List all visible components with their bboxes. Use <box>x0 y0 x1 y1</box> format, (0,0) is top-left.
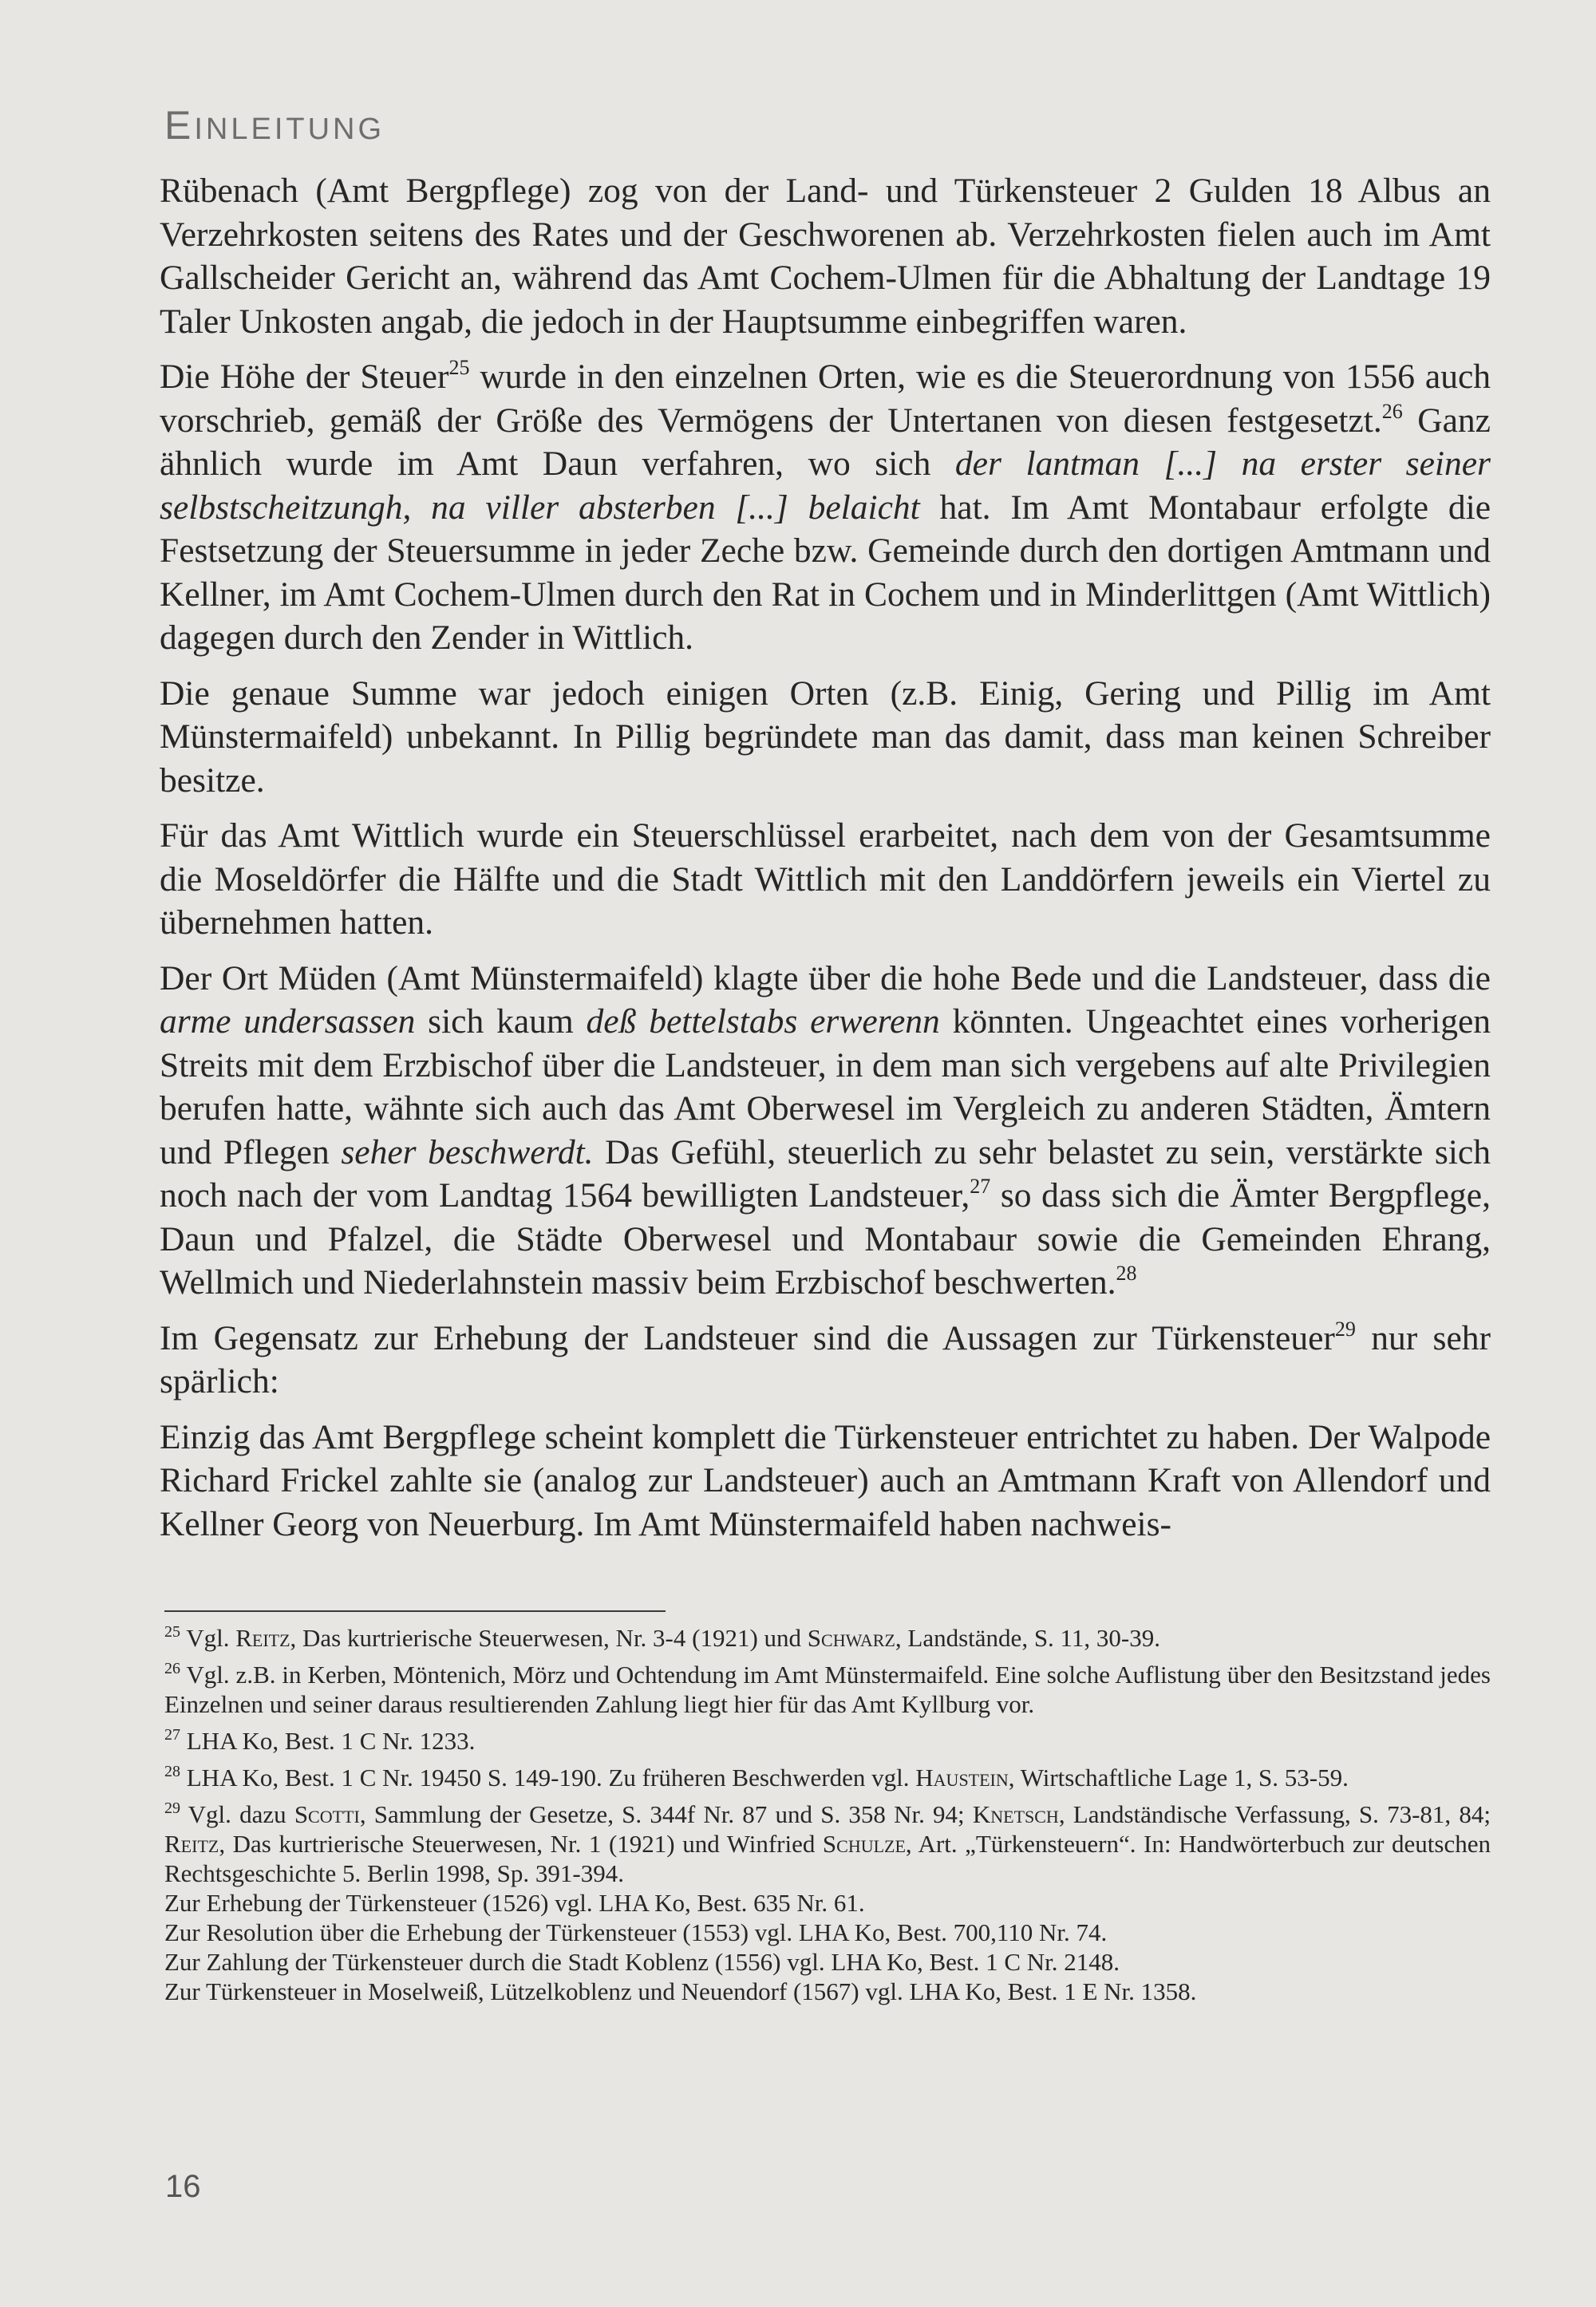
paragraph-2-quote: der lantman [...] na erster seiner selbstscheitzungh, na viller absterben [...] belaicht <box>160 444 1491 527</box>
paragraph-1 <box>160 169 1491 343</box>
footnote-25-number: 25 <box>164 1623 180 1641</box>
paragraph-3-text: Die genaue Summe war jedoch einigen Orten (z.B. Einig, Gering und Pillig im Amt Münstermaifeld) unbekannt. In Pillig begründete man das damit, dass man keinen Schreiber besitze. <box>160 674 1491 800</box>
author-reitz: Reitz <box>235 1624 290 1652</box>
footnote-29-text-d: , Das kurtrierische Steuerwesen, Nr. 1 (1921) und Winfried <box>219 1830 823 1858</box>
paragraph-5-text-a: Der Ort Müden (Amt Münstermaifeld) klagte über die hohe Bede und die Landsteuer, dass die <box>160 958 1491 997</box>
page-number: 16 <box>165 2169 201 2204</box>
footnote-27 <box>164 1726 1491 1756</box>
author-reitz-2: Reitz <box>164 1830 219 1858</box>
running-head-initial: E <box>164 103 195 148</box>
paragraph-2-text-a: Die Höhe der Steuer <box>160 358 449 396</box>
paragraph-6-text-b: nur sehr spärlich: <box>160 1318 1491 1400</box>
footnote-ref-25: 25 <box>448 356 470 379</box>
footnote-25-text-c: , Landstände, S. 11, 30-39. <box>895 1624 1160 1652</box>
footnote-29-text-b: , Sammlung der Gesetze, S. 344f Nr. 87 und S. 358 Nr. 94; <box>359 1800 973 1828</box>
paragraph-5-text-c: könnten. Ungeachtet eines vorherigen Streits mit dem Erzbischof über die Landsteuer, in dem man sich vergebens auf alte Privilegien berufen hatte, wähnte sich auch das Amt Oberwesel im Vergleich zu anderen Städten, Ämtern und Pflegen <box>160 1002 1491 1171</box>
paragraph-5-text-d: Das Gefühl, steuerlich zu sehr belastet zu sein, verstärkte sich noch nach der vom Landtag 1564 bewilligten Landsteuer, <box>160 1132 1491 1215</box>
footnote-27-number: 27 <box>164 1726 180 1744</box>
footnote-ref-29: 29 <box>1334 1317 1356 1341</box>
paragraph-5-quote-1: arme undersassen <box>160 1002 416 1041</box>
author-schwarz: Schwarz <box>807 1624 895 1652</box>
author-scotti: Scotti <box>294 1800 360 1828</box>
footnote-28-text-b: , Wirtschaftliche Lage 1, S. 53-59. <box>1008 1764 1349 1791</box>
footnote-27-text: LHA Ko, Best. 1 C Nr. 1233. <box>180 1727 476 1755</box>
paragraph-7-text: Einzig das Amt Bergpflege scheint komplett die Türkensteuer entrichtet zu haben. Der Walpode Richard Frickel zahlte sie (analog zur Landsteuer) auch an Amtmann Kraft von Allendorf und Kellner Georg von Neuerburg. Im Amt Münstermaifeld haben nachweis- <box>160 1417 1491 1543</box>
footnote-29-text-a: Vgl. dazu <box>180 1800 294 1828</box>
paragraph-5-text-e: so dass sich die Ämter Bergpflege, Daun und Pfalzel, die Städte Oberwesel und Montabaur sowie die Gemeinden Ehrang, Wellmich und Niederlahnstein massiv beim Erzbischof beschwerten. <box>160 1176 1491 1302</box>
footnote-29-text-e: , Art. „Türkensteuern“. In: Handwörterbuch zur deutschen Rechtsgeschichte 5. Berlin 1998, Sp. 391-394. <box>164 1830 1491 1887</box>
author-knetsch: Knetsch <box>972 1800 1059 1828</box>
paragraph-4 <box>160 814 1491 945</box>
paragraph-1-text: Rübenach (Amt Bergpflege) zog von der Land- und Türkensteuer 2 Gulden 18 Albus an Verzehrkosten seitens des Rates und der Geschworenen ab. Verzehrkosten fielen auch im Amt Gallscheider Gericht an, während das Amt Cochem-Ulmen für die Abhaltung der Landtage 19 Taler Unkosten angab, die jedoch in der Hauptsumme einbegriffen waren. <box>160 172 1491 341</box>
footnote-26-text: Vgl. z.B. in Kerben, Möntenich, Mörz und Ochtendung im Amt Münstermaifeld. Eine solche Auflistung über den Besitzstand jedes Einzelnen und seiner daraus resultierenden Zahlung liegt hier für das Amt Kyllburg vor. <box>164 1661 1491 1718</box>
paragraph-2-text-d: hat. Im Amt Montabaur erfolgte die Festsetzung der Steuersumme in jeder Zeche bzw. Gemeinde durch den dortigen Amtmann und Kellner, im Amt Cochem-Ulmen durch den Rat in Cochem und in Minderlittgen (Amt Wittlich) dagegen durch den Zender in Wittlich. <box>160 488 1491 657</box>
footnote-25-text-a: Vgl. <box>180 1624 236 1652</box>
author-schulze: Schulze <box>822 1830 906 1858</box>
paragraph-6-text-a: Im Gegensatz zur Erhebung der Landsteuer sind die Aussagen zur Türkensteuer <box>160 1318 1335 1357</box>
footnote-29-text-c: , Landständische Verfassung, S. 73-81, 84; <box>1058 1800 1491 1828</box>
footnote-29-number: 29 <box>164 1799 180 1817</box>
footnote-26-number: 26 <box>164 1660 180 1677</box>
footnote-divider <box>164 1610 666 1612</box>
footnote-29-line-1: Zur Erhebung der Türkensteuer (1526) vgl. LHA Ko, Best. 635 Nr. 61. <box>164 1889 865 1917</box>
footnote-ref-28: 28 <box>1116 1262 1137 1285</box>
footnote-29-line-2: Zur Resolution über die Erhebung der Türkensteuer (1553) vgl. LHA Ko, Best. 700,110 Nr. 74. <box>164 1918 1108 1946</box>
paragraph-2-text-c: Ganz ähnlich wurde im Amt Daun verfahren, wo sich <box>160 401 1491 483</box>
footnote-29 <box>164 1799 1491 1888</box>
footnote-28 <box>164 1763 1491 1792</box>
footnote-29-line-3: Zur Zahlung der Türkensteuer durch die Stadt Koblenz (1556) vgl. LHA Ko, Best. 1 C Nr. 2148. <box>164 1948 1120 1976</box>
author-haustein: Haustein <box>915 1764 1009 1791</box>
footnote-26 <box>164 1660 1491 1719</box>
running-head-rest: INLEITUNG <box>194 113 385 146</box>
running-head <box>164 102 385 148</box>
paragraph-7 <box>160 1416 1491 1547</box>
paragraph-2-text-b: wurde in den einzelnen Orten, wie es die Steuerordnung von 1556 auch vorschrieb, gemäß der Größe des Vermögens der Untertanen von diesen festgesetzt. <box>160 358 1491 440</box>
body-text <box>160 169 1491 1546</box>
paragraph-2 <box>160 355 1491 660</box>
paragraph-3 <box>160 672 1491 803</box>
paragraph-5-quote-2: deß bettelstabs erwerenn <box>586 1002 940 1041</box>
paragraph-6 <box>160 1317 1491 1404</box>
footnote-25-text-b: , Das kurtrierische Steuerwesen, Nr. 3-4 (1921) und <box>290 1624 808 1652</box>
paragraph-5-text-b: sich kaum <box>415 1002 587 1041</box>
footnote-ref-26: 26 <box>1381 399 1403 423</box>
footnote-29-line-4: Zur Türkensteuer in Moselweiß, Lützelkoblenz und Neuendorf (1567) vgl. LHA Ko, Best. 1 E Nr. 1358. <box>164 1977 1197 2005</box>
paragraph-5-quote-3: seher beschwerdt. <box>341 1132 594 1171</box>
footnote-28-number: 28 <box>164 1763 180 1780</box>
paragraph-5 <box>160 957 1491 1305</box>
paragraph-4-text: Für das Amt Wittlich wurde ein Steuerschlüssel erarbeitet, nach dem von der Gesamtsumme die Moseldörfer die Hälfte und die Stadt Wittlich mit den Landdörfern jeweils ein Viertel zu übernehmen hatten. <box>160 816 1491 942</box>
footnote-25 <box>164 1623 1491 1653</box>
footnotes <box>164 1623 1491 2006</box>
footnote-28-text-a: LHA Ko, Best. 1 C Nr. 19450 S. 149-190. Zu früheren Beschwerden vgl. <box>180 1764 916 1791</box>
footnote-ref-27: 27 <box>970 1175 991 1198</box>
